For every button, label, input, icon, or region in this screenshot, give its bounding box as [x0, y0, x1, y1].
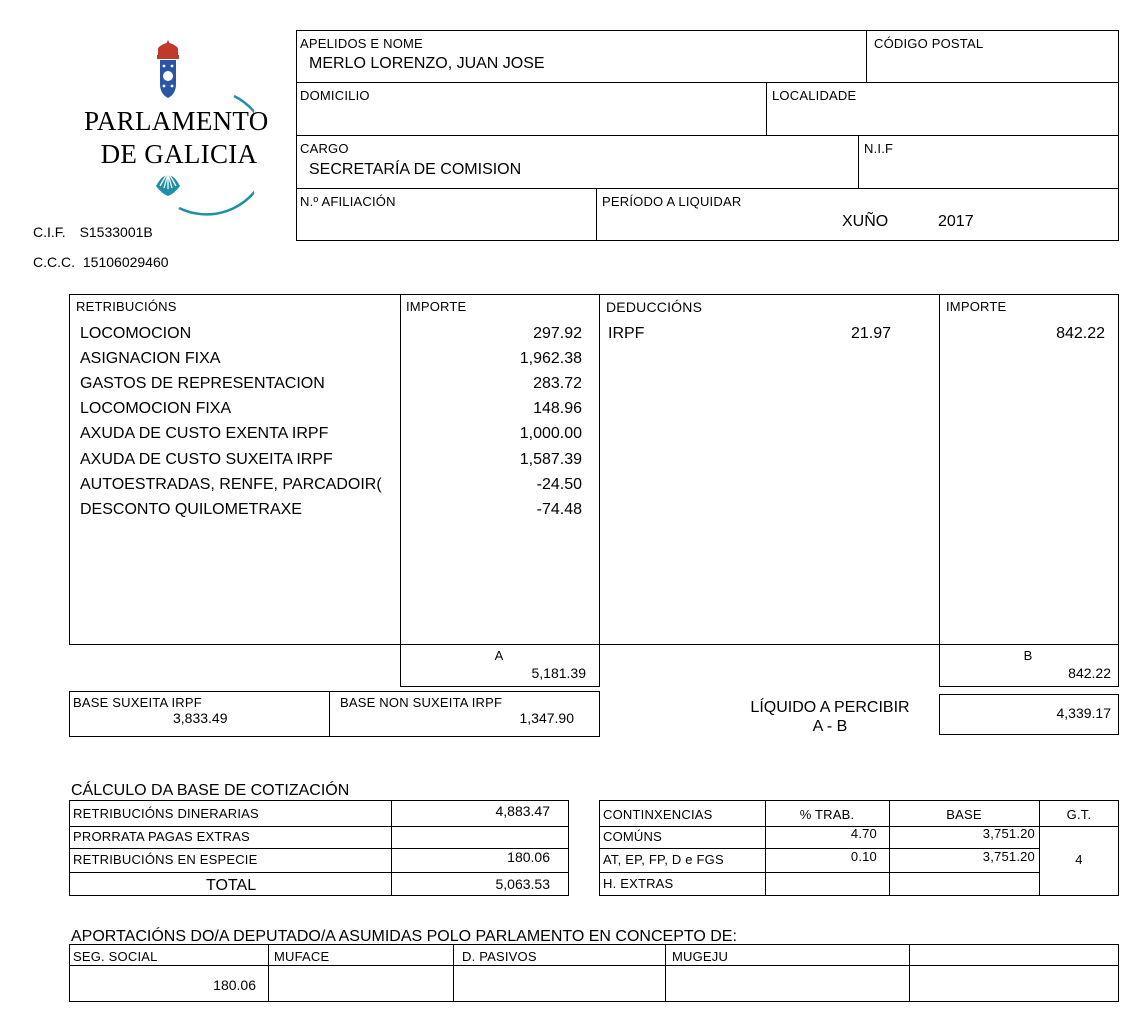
cont-header-0: CONTINXENCIAS: [603, 807, 713, 822]
cargo-value: SECRETARÍA DE COMISION: [309, 161, 522, 178]
aport-seg-social-value: 180.06: [213, 977, 256, 993]
continxencia-label: COMÚNS: [603, 829, 662, 844]
retribucion-importe: -74.48: [536, 501, 582, 518]
total-b-letter: B: [1023, 648, 1033, 663]
apelidos-label: APELIDOS E NOME: [300, 36, 423, 51]
continxencia-label: AT, EP, FP, D e FGS: [603, 852, 724, 867]
aport-header-seg-social: SEG. SOCIAL: [73, 949, 158, 964]
total-b-value: 842.22: [1068, 665, 1111, 681]
deduccions-header: DEDUCCIÓNS: [606, 299, 703, 315]
periodo-month: XUÑO: [842, 213, 889, 230]
nif-label: N.I.F: [864, 141, 894, 156]
continxencia-base: 3,751.20: [982, 826, 1035, 841]
deduccion-irpf-pct: 21.97: [851, 325, 892, 342]
cotizacion-row-label: RETRIBUCIÓNS EN ESPECIE: [73, 852, 258, 867]
domicilio-label: DOMICILIO: [300, 88, 370, 103]
liquido-label: LÍQUIDO A PERCIBIR: [750, 699, 910, 716]
aport-header-mugeju: MUGEJU: [672, 949, 729, 964]
continxencia-label: H. EXTRAS: [603, 876, 674, 891]
deduccion-irpf-label: IRPF: [608, 325, 645, 342]
apelidos-value: MERLO LORENZO, JUAN JOSE: [309, 55, 545, 72]
cif-label: C.I.F.: [33, 224, 66, 240]
continxencia-pct: 4.70: [850, 826, 877, 841]
aport-header-d-pasivos: D. PASIVOS: [462, 949, 537, 964]
retribucions-importe-header: IMPORTE: [406, 299, 467, 314]
aport-header-muface: MUFACE: [274, 949, 330, 964]
continxencia-pct: 0.10: [850, 849, 877, 864]
base-suxeita-value: 3,833.49: [173, 710, 228, 726]
cif-row: [33, 224, 153, 240]
periodo-label: PERÍODO A LIQUIDAR: [602, 194, 742, 209]
cont-header-1: % TRAB.: [799, 807, 855, 822]
cif-value: S1533001B: [79, 224, 153, 240]
codigo-postal-label: CÓDIGO POSTAL: [874, 36, 984, 51]
logo-line-1: PARLAMENTO: [84, 106, 269, 136]
retribucion-concept: LOCOMOCION: [80, 325, 192, 342]
base-suxeita-label: BASE SUXEITA IRPF: [73, 695, 202, 710]
retribucion-concept: AXUDA DE CUSTO EXENTA IRPF: [80, 425, 329, 442]
cont-header-2: BASE: [946, 807, 982, 822]
retribucion-concept: AXUDA DE CUSTO SUXEITA IRPF: [80, 451, 333, 468]
periodo-year: 2017: [938, 213, 974, 230]
continxencia-base: 3,751.20: [982, 849, 1035, 864]
retribucion-importe: 297.92: [533, 325, 582, 342]
retribucion-concept: DESCONTO QUILOMETRAXE: [80, 501, 302, 518]
deduccions-importe-header: IMPORTE: [946, 299, 1007, 314]
retribucion-concept: GASTOS DE REPRESENTACION: [80, 375, 325, 392]
ccc-row: [33, 254, 169, 270]
cont-header-3: G.T.: [1066, 807, 1092, 822]
base-non-suxeita-value: 1,347.90: [519, 710, 574, 726]
retribucion-concept: AUTOESTRADAS, RENFE, PARCADOIR(: [80, 476, 382, 493]
retribucion-importe: 148.96: [533, 400, 582, 417]
base-non-suxeita-label: BASE NON SUXEITA IRPF: [340, 695, 503, 710]
localidade-label: LOCALIDADE: [772, 88, 857, 103]
cotizacion-row-value: 180.06: [507, 849, 550, 865]
cotizacion-row-label: PRORRATA PAGAS EXTRAS: [73, 829, 250, 844]
retribucion-importe: 1,587.39: [519, 451, 582, 468]
total-a-letter: A: [494, 648, 504, 663]
retribucion-importe: 1,000.00: [519, 425, 582, 442]
retribucion-concept: ASIGNACION FIXA: [80, 350, 221, 367]
retribucion-importe: -24.50: [536, 476, 582, 493]
cotizacion-total-label: TOTAL: [206, 877, 257, 894]
parlamento-logo: [84, 36, 269, 216]
retribucions-table: [69, 294, 1119, 645]
cotizacion-row-value: 4,883.47: [495, 803, 550, 819]
logo-line-2: DE GALICIA: [100, 139, 258, 169]
aportacions-table: [69, 944, 1119, 1002]
cotizacion-title: CÁLCULO DA BASE DE COTIZACIÓN: [71, 782, 350, 799]
deduccion-irpf-importe: 842.22: [1056, 325, 1105, 342]
cotizacion-row-label: RETRIBUCIÓNS DINERARIAS: [73, 806, 259, 821]
cotizacion-total-value: 5,063.53: [495, 876, 550, 892]
ccc-label: C.C.C.: [33, 254, 75, 270]
ccc-value: 15106029460: [82, 254, 169, 270]
retribucions-header: RETRIBUCIÓNS: [76, 299, 177, 314]
cargo-label: CARGO: [300, 141, 349, 156]
total-a-value: 5,181.39: [531, 665, 586, 681]
liquido-value: 4,339.17: [1056, 705, 1111, 721]
retribucion-importe: 1,962.38: [519, 350, 582, 367]
liquido-formula: A - B: [812, 718, 848, 735]
cont-gt-value: 4: [1075, 852, 1083, 867]
afiliacion-label: N.º AFILIACIÓN: [300, 194, 396, 209]
retribucion-concept: LOCOMOCION FIXA: [80, 400, 232, 417]
retribucion-importe: 283.72: [533, 375, 582, 392]
aportacions-title: APORTACIÓNS DO/A DEPUTADO/A ASUMIDAS POLO PARLAMENTO EN CONCEPTO DE:: [71, 928, 737, 945]
